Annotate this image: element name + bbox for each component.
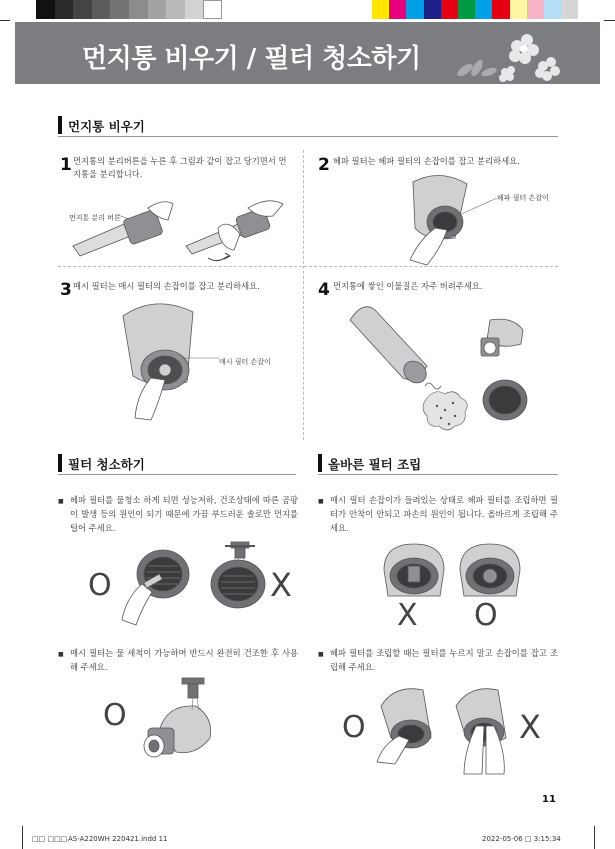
footer-file-prefix: □□ □□□ [32, 835, 68, 843]
wrong-assembly-illustration [380, 540, 448, 600]
color-swatch [203, 0, 222, 19]
hepa-brush-cleaning-illustration [118, 540, 198, 625]
color-swatch [129, 0, 148, 19]
correct-mark-icon: O [88, 568, 112, 603]
bullet-text: 헤파 필터를 물청소 하게 되면 성능저하, 건조상태에 따른 곰팡이 발생 등의 원인이 되기 때문에 가끔 부드러운 솔로만 먼지를 털어 주세요. [70, 495, 298, 533]
step-text: 매시 필터는 매시 필터의 손잡이를 잡고 분리하세요. [73, 281, 260, 291]
section-rule [58, 136, 558, 137]
correct-assembly-illustration [456, 540, 524, 600]
section-title: 올바른 필터 조립 [328, 457, 422, 472]
color-swatch [475, 0, 492, 19]
color-swatch [527, 0, 544, 19]
color-swatch [372, 0, 389, 19]
correct-mark-icon: O [103, 698, 127, 733]
step-text: 먼지통에 쌓인 이물질은 자주 버려주세요. [333, 281, 483, 291]
wrong-mark-icon: X [519, 708, 541, 746]
color-swatch [148, 0, 167, 19]
callout-label: 헤파 필터 손잡이 [497, 194, 549, 202]
step-number: 3 [60, 280, 72, 300]
step-number: 1 [60, 155, 72, 175]
bullet-mark: ■ [318, 498, 324, 505]
color-swatch [110, 0, 129, 19]
page-title: 먼지통 비우기 / 필터 청소하기 [82, 44, 421, 74]
hepa-water-washing-illustration [205, 540, 275, 610]
empty-dust-bin-illustration [345, 298, 545, 440]
bullet-text: 매시 필터 손잡이가 들려있는 상태로 헤파 필터를 조립하면 필터가 안착이 안되고 파손의 원인이 됩니다. 올바르게 조립해 주세요. [330, 495, 558, 533]
callout-label: 먼지통 분리 버튼 [69, 214, 121, 222]
crop-mark [594, 826, 595, 849]
color-swatch [406, 0, 423, 19]
bullet-text: 헤파 필터를 조립할 때는 필터를 누르지 말고 손잡이를 잡고 조립해 주세요. [330, 648, 558, 672]
color-swatch [561, 0, 578, 19]
footer-timestamp: 2022-05-06 □ 3:15:34 [482, 835, 561, 843]
page-number: 11 [542, 794, 556, 805]
color-swatch [424, 0, 441, 19]
color-swatch [510, 0, 527, 19]
section-marker [58, 454, 62, 472]
color-swatch [389, 0, 406, 19]
wrong-hepa-push-illustration [450, 682, 520, 774]
section-rule [318, 474, 558, 475]
correct-mark-icon: O [474, 598, 498, 633]
section-title: 필터 청소하기 [68, 457, 145, 472]
bullet-mark: ■ [58, 651, 64, 658]
divider [303, 150, 304, 440]
step-text: 먼지통의 분리버튼을 누른 후 그림과 같이 잡고 당기면서 먼지통을 분리합니다. [73, 156, 287, 179]
color-swatch [55, 0, 74, 19]
step-number: 2 [318, 155, 330, 175]
color-swatch [492, 0, 509, 19]
color-swatch [544, 0, 561, 19]
crop-mark [22, 826, 23, 849]
bullet-text: 매시 필터는 물 세척이 가능하며 반드시 완전히 건조한 후 사용해 주세요. [70, 648, 298, 672]
mesh-filter-washing-illustration [140, 676, 220, 768]
color-swatch [166, 0, 185, 19]
color-swatch [441, 0, 458, 19]
correct-hepa-grip-illustration [375, 682, 445, 764]
crop-mark [0, 20, 10, 21]
section-marker [58, 116, 62, 134]
crop-mark [604, 20, 615, 21]
hepa-filter-removal-illustration [405, 170, 505, 265]
wrong-mark-icon: X [397, 598, 418, 633]
color-swatch [36, 0, 55, 19]
bullet-mark: ■ [58, 498, 64, 505]
section-rule [58, 474, 296, 475]
color-swatch [458, 0, 475, 19]
step-number: 4 [318, 280, 330, 300]
color-swatch [73, 0, 92, 19]
step-text: 헤파 필터는 헤파 필터의 손잡이를 잡고 분리하세요. [333, 156, 520, 166]
section-marker [318, 454, 322, 472]
section-title: 먼지통 비우기 [68, 119, 145, 134]
footer-file-name: AS-A220WH 220421.indd 11 [68, 835, 168, 843]
dust-bin-removal-illustration [68, 188, 293, 268]
callout-label: 매시 필터 손잡이 [219, 358, 271, 366]
color-swatch [92, 0, 111, 19]
leaf-flower-decoration-icon [455, 28, 565, 83]
wrong-mark-icon: X [270, 566, 292, 604]
color-swatch [185, 0, 204, 19]
bullet-mark: ■ [318, 651, 324, 658]
mesh-filter-removal-illustration [115, 298, 225, 420]
correct-mark-icon: O [342, 710, 366, 745]
